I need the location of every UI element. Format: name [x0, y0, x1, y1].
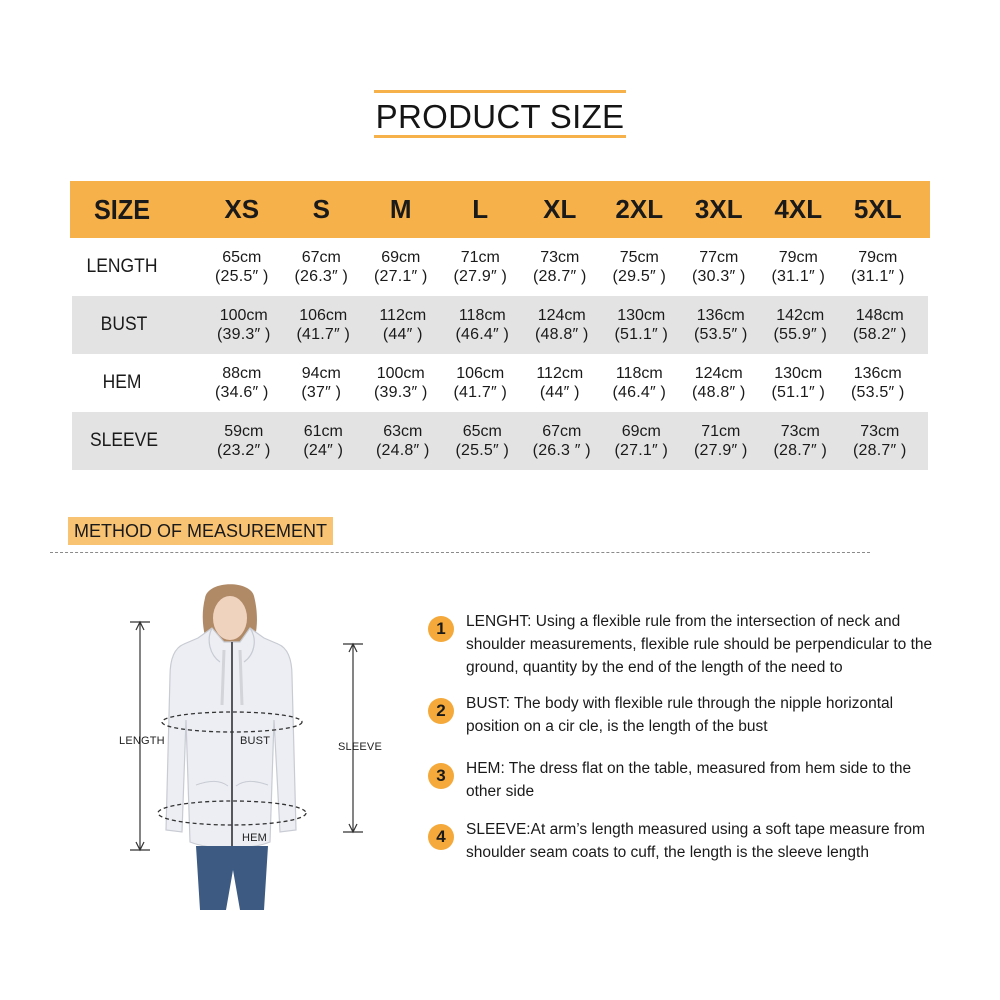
inch-value: (24″ ): [303, 442, 344, 459]
cm-value: 130cm: [617, 307, 666, 324]
inch-value: (31.1″ ): [771, 268, 825, 285]
size-value-cell: [284, 296, 364, 354]
size-value-cell: [443, 296, 523, 354]
cm-value: 136cm: [696, 307, 745, 324]
step-text: SLEEVE:At arm’s length measured using a soft tape measure from shoulder seam coats to cuff, the length is the sleeve length: [466, 821, 925, 861]
size-table-header: [70, 181, 930, 238]
inch-value: (39.3″ ): [216, 326, 271, 343]
inch-value: (46.4″ ): [612, 384, 666, 401]
title-block: [374, 90, 626, 138]
size-header-xl: XL: [543, 194, 577, 224]
size-value-cell: [840, 412, 920, 470]
table-row: [70, 238, 930, 296]
inch-value: (31.1″ ): [850, 268, 905, 285]
size-value-cell: [443, 412, 523, 470]
row-label: BUST: [100, 314, 148, 335]
cm-value: 106cm: [456, 365, 505, 382]
inch-value: (51.1″ ): [771, 384, 825, 401]
inch-value: (51.1″ ): [614, 326, 668, 343]
cm-value: 118cm: [615, 365, 663, 382]
inch-value: (25.5″ ): [214, 268, 269, 285]
size-value-cell: [838, 238, 918, 296]
cm-value: 106cm: [299, 307, 348, 324]
inch-value: (28.7″ ): [773, 442, 827, 459]
size-header-l: L: [472, 194, 489, 224]
cm-value: 73cm: [780, 423, 820, 440]
cm-value: 124cm: [537, 307, 586, 324]
title-rule-top: [374, 90, 626, 93]
inch-value: (41.7″ ): [453, 384, 507, 401]
inch-value: (28.7″ ): [852, 442, 907, 459]
cm-value: 79cm: [858, 249, 898, 266]
inch-value: (30.3″ ): [691, 268, 746, 285]
cm-value: 71cm: [460, 249, 500, 266]
inch-value: (44″ ): [382, 326, 423, 343]
inch-value: (48.8″ ): [534, 326, 589, 343]
cm-value: 67cm: [542, 423, 582, 440]
cm-value: 100cm: [376, 365, 425, 382]
cm-value: 73cm: [540, 249, 580, 266]
inch-value: (48.8″ ): [691, 384, 746, 401]
sleeve-label: SLEEVE: [338, 741, 383, 753]
size-value-cell: [602, 296, 682, 354]
size-header-3xl: 3XL: [694, 194, 743, 224]
table-row: [72, 296, 928, 354]
length-label: LENGTH: [119, 735, 165, 747]
jeans-shape: [196, 846, 268, 910]
cm-value: 71cm: [701, 423, 741, 440]
size-value-cell: [520, 354, 600, 412]
size-value-cell: [361, 238, 441, 296]
cm-value: 77cm: [699, 249, 739, 266]
size-value-cell: [761, 296, 841, 354]
table-row: [72, 412, 928, 470]
step-number-badge: 3: [428, 763, 454, 789]
size-table: [70, 181, 930, 470]
size-value-cell: [679, 354, 759, 412]
inch-value: (29.5″ ): [612, 268, 666, 285]
size-value-cell: [602, 412, 682, 470]
inch-value: (34.6″ ): [214, 384, 269, 401]
table-row: [70, 354, 930, 412]
inch-value: (46.4″ ): [455, 326, 509, 343]
cm-value: 142cm: [776, 307, 825, 324]
step-item: [428, 610, 948, 679]
size-table-body: [70, 238, 930, 470]
measurement-illustration: [100, 580, 400, 910]
cm-value: 94cm: [301, 365, 341, 382]
title-rule-bottom: [374, 135, 626, 138]
step-number-badge: 1: [428, 616, 454, 642]
cm-value: 88cm: [222, 365, 262, 382]
page-title: PRODUCT SIZE: [375, 98, 625, 135]
inch-value: (27.9″ ): [453, 268, 507, 285]
size-value-cell: [838, 354, 918, 412]
size-value-cell: [363, 296, 443, 354]
cm-value: 112cm: [379, 307, 427, 324]
size-value-cell: [441, 238, 521, 296]
size-header-m: M: [389, 194, 412, 224]
cm-value: 79cm: [778, 249, 818, 266]
bust-label: BUST: [240, 735, 271, 747]
inch-value: (53.5″ ): [693, 326, 748, 343]
cm-value: 136cm: [853, 365, 902, 382]
size-value-cell: [202, 354, 282, 412]
section-divider: [50, 552, 870, 553]
cm-value: 130cm: [774, 365, 823, 382]
size-header-s: S: [312, 194, 330, 224]
cm-value: 69cm: [381, 249, 421, 266]
inch-value: (58.2″ ): [852, 326, 907, 343]
size-value-cell: [761, 412, 841, 470]
step-text: BUST: The body with flexible rule through the nipple horizontal position on a cir cle, is the length of the bust: [466, 695, 894, 735]
inch-value: (27.9″ ): [693, 442, 748, 459]
cm-value: 61cm: [303, 423, 343, 440]
size-value-cell: [284, 412, 364, 470]
cm-value: 100cm: [219, 307, 268, 324]
cm-value: 118cm: [458, 307, 506, 324]
cm-value: 63cm: [383, 423, 423, 440]
inch-value: (37″ ): [301, 384, 342, 401]
size-value-cell: [681, 412, 761, 470]
cm-value: 67cm: [301, 249, 341, 266]
inch-value: (26.3 ″ ): [532, 442, 591, 459]
measurement-steps: [428, 610, 948, 864]
inch-value: (44″ ): [539, 384, 580, 401]
cm-value: 75cm: [619, 249, 659, 266]
size-header-2xl: 2XL: [615, 194, 664, 224]
inch-value: (28.7″ ): [532, 268, 587, 285]
size-value-cell: [759, 238, 839, 296]
size-value-cell: [441, 354, 521, 412]
inch-value: (25.5″ ): [455, 442, 509, 459]
inch-value: (55.9″ ): [773, 326, 827, 343]
method-heading: METHOD OF MEASUREMENT: [68, 517, 333, 545]
size-header-4xl: 4XL: [774, 194, 823, 224]
inch-value: (24.8″ ): [375, 442, 430, 459]
size-value-cell: [363, 412, 443, 470]
step-item: [428, 818, 948, 864]
size-value-cell: [202, 238, 282, 296]
size-value-cell: [600, 354, 680, 412]
step-item: [428, 757, 948, 803]
size-value-cell: [522, 412, 602, 470]
size-value-cell: [204, 296, 284, 354]
cm-value: 148cm: [855, 307, 904, 324]
cm-value: 124cm: [694, 365, 743, 382]
step-number-badge: 2: [428, 698, 454, 724]
row-label: LENGTH: [86, 256, 158, 277]
row-label: SLEEVE: [89, 430, 159, 451]
size-header-5xl: 5XL: [853, 194, 902, 224]
step-text: HEM: The dress flat on the table, measured from hem side to the other side: [466, 760, 912, 800]
inch-value: (23.2″ ): [216, 442, 271, 459]
cm-value: 65cm: [462, 423, 502, 440]
hem-label: HEM: [242, 832, 268, 844]
cm-value: 69cm: [621, 423, 661, 440]
inch-value: (39.3″ ): [373, 384, 428, 401]
size-value-cell: [600, 238, 680, 296]
cm-value: 73cm: [860, 423, 900, 440]
size-value-cell: [681, 296, 761, 354]
size-value-cell: [522, 296, 602, 354]
inch-value: (27.1″ ): [614, 442, 668, 459]
cm-value: 59cm: [224, 423, 264, 440]
size-value-cell: [282, 354, 362, 412]
size-value-cell: [759, 354, 839, 412]
size-value-cell: [361, 354, 441, 412]
size-value-cell: [840, 296, 920, 354]
inch-value: (27.1″ ): [373, 268, 428, 285]
size-header-xs: XS: [224, 194, 260, 224]
size-value-cell: [204, 412, 284, 470]
step-item: [428, 692, 948, 738]
row-label: HEM: [102, 372, 142, 393]
size-value-cell: [282, 238, 362, 296]
drawstring-left: [222, 650, 224, 705]
cm-value: 65cm: [222, 249, 262, 266]
face-shape: [213, 596, 247, 640]
inch-value: (26.3″ ): [294, 268, 348, 285]
cm-value: 112cm: [536, 365, 584, 382]
size-header-label: SIZE: [93, 193, 150, 225]
inch-value: (41.7″ ): [296, 326, 350, 343]
drawstring-right: [240, 650, 242, 705]
step-text: LENGHT: Using a flexible rule from the intersection of neck and shoulder measurements, flexible rule should be perpendicular to the ground, quantity by the end of the length of the need to: [466, 613, 933, 676]
size-value-cell: [520, 238, 600, 296]
step-number-badge: 4: [428, 824, 454, 850]
inch-value: (53.5″ ): [850, 384, 905, 401]
size-value-cell: [679, 238, 759, 296]
